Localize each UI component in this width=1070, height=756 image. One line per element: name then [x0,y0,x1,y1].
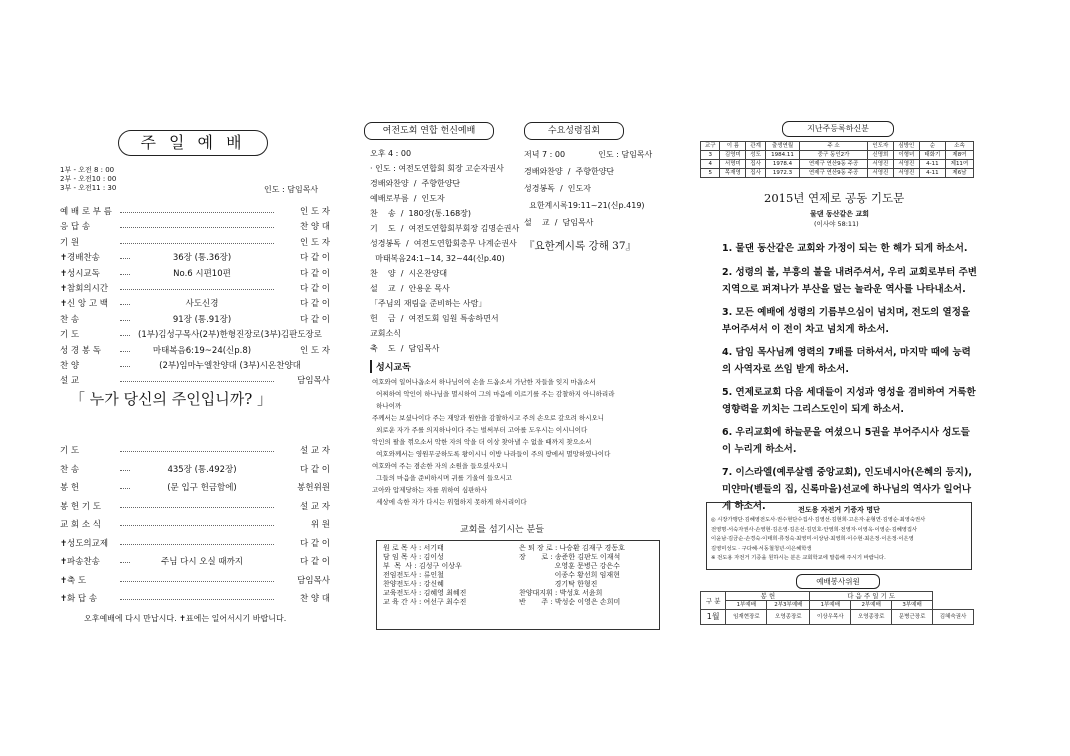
cross-icon: ✝ [60,268,68,279]
women-line: 설 교 / 안용운 목사 [370,284,450,293]
order-detail: (2부)임마누엘찬양대 (3부)시온찬양대 [130,359,330,373]
reading-line: 세상에 속한 자가 다시는 위협하지 못하게 하시리이다 [372,498,527,506]
cross-icon: ✝ [60,299,68,310]
order-row [60,359,330,373]
order-detail: No.6 시편10편 [130,267,274,281]
order-person: 다 같 이 [299,314,330,325]
table-header: 이 름 [720,142,746,151]
table-header: 인도자 [867,142,893,151]
table-cell: 서명미 [720,160,746,169]
order-row [60,555,330,569]
order-person: 인 도 자 [299,345,330,356]
table-cell: 1978.4 [765,160,799,169]
order-row [60,500,330,514]
prayer-item: 5. 연제로교회 다음 세대들이 지성과 영성을 겸비하여 거룩한 영향력을 끼치는 그리스도인이 되게 하소서. [722,387,976,415]
servant-line: 원 로 목 사 : 서기태 [383,544,444,552]
reading-line: 고아와 압제당하는 자를 위하여 심판하사 [372,486,488,494]
order-label: 신 앙 고 백 [67,299,108,310]
order-detail: 36장 (통.36장) [130,251,274,265]
wed-line: 요한계시록19:11~21(신p.419) [524,201,645,210]
order-person: 찬 양 대 [299,222,330,233]
table-header: 심방인 [893,142,919,151]
order-row [60,313,330,327]
order-row [60,374,330,388]
order-detail: (1부)김성구목사(2부)한형진장로(3부)김판도장로 [130,328,330,342]
women-line: 찬 송 / 180장(통.168장) [370,209,472,218]
donor-line: 전영명·서숙자권사·손영현·김은영·김은선·김민호·안영희·전영자·이영옥·이영순·김혜영집사 [711,526,918,533]
order-person: 다 같 이 [299,268,330,279]
order-detail: 435장 (통.492장) [130,463,274,477]
table-cell: 태화기 [919,151,945,160]
reading-line: 여호와여 일어나옵소서 하나님이여 손을 드옵소서 가난한 자들을 잊지 마옵소서 [372,378,596,386]
order-person: 다 같 이 [299,538,330,549]
duty-table [700,591,974,625]
table-cell: 목재영 [720,169,746,178]
women-line: 기 도 / 여전도연합회부회장 김명순권사 [370,224,520,233]
wed-service-title: 수요성령집회 [524,122,624,140]
table-cell: 1972.3 [765,169,799,178]
prayer-sub1: 물댄 동산같은 교회 [810,210,869,218]
duty-value: 오영종장로 [767,610,810,625]
prayer-item: 6. 우리교회에 하늘문을 여셨으니 5권을 부어주시사 성도들이 누리게 하소서. [722,427,970,455]
order-person: 인 도 자 [299,237,330,248]
servant-line: 은 퇴 장 로 : 나승환 김재구 경동호 [519,544,625,552]
order-label: 찬 송 [60,464,80,475]
servant-line: 부 목 사 : 김성구 이상우 [383,562,462,570]
wed-line: 설 교 / 담임목사 [524,218,594,227]
order-label: 찬 송 [60,314,80,325]
reading-line: 하나이까 [372,402,402,410]
servant-line: 이종수 황선희 임재현 [519,571,620,579]
table-cell: 4 [701,160,720,169]
women-service-title: 여전도회 연합 헌신예배 [364,122,494,140]
prayer-title: 2015년 연제로 공동 기도문 [764,191,905,205]
order-row [60,537,330,551]
new-members-title: 지난주등록하신분 [782,121,894,137]
order-detail: (문 입구 헌금함에) [130,481,274,495]
order-label: 예 배 로 부 름 [60,207,112,217]
table-cell: 4-11 [919,169,945,178]
servant-line: 경기탁 한형진 [519,580,598,588]
order-label: 찬 양 [60,361,80,371]
duty-month: 1월 [701,610,726,625]
order-row [60,251,330,265]
order-person: 찬 양 대 [299,594,330,604]
order-label: 봉 헌 기 도 [60,501,101,512]
order-row [60,236,330,250]
duty-value: 이상우목사 [810,610,851,625]
wed-service-lines [524,146,664,231]
order-label: 설 교 [60,376,80,387]
duty-value: 김혜숙권사 [933,610,974,625]
reading-line: 외로운 자가 주를 의지하나이다 주는 벌써부터 고아를 도우시는 이시니이다 [372,426,588,434]
order-row [60,463,330,477]
order-person: 다 같 이 [299,284,330,294]
reading-line: 여호와께서는 영원무궁하도록 왕이시니 이방 나라들이 주의 땅에서 멸망하였나이다 [372,450,611,458]
servants-right [519,544,625,607]
servant-line: 담 임 목 사 : 김이성 [383,553,444,561]
order-person: 담임목사 [297,376,330,387]
reading-lines [372,376,662,508]
reading-line: 어찌하여 악인이 하나님을 멸시하여 그의 마음에 이르기를 주는 감찰하지 아니하리라 [372,390,615,398]
order-label: 교 회 소 식 [60,520,101,530]
order-person: 다 같 이 [299,299,330,310]
women-line: 오후 4 : 00 [370,149,412,158]
order-person: 다 같 이 [299,464,330,475]
order-label: 화 답 송 [67,594,98,604]
order-row [60,592,330,606]
order-detail: 마태복음6:19~24(신p.8) [130,344,274,358]
order-row [60,205,330,219]
duty-value: 문병근장로 [892,610,933,625]
reading-title: 성시교독 [370,360,411,373]
duty-title: 예배봉사위원 [796,574,880,589]
prayer-sub2: (이사야 58:11) [814,220,859,228]
table-header: 주 소 [800,142,868,151]
table-cell: 3 [701,151,720,160]
order-row [60,518,330,532]
table-cell: 이형녀 [893,151,919,160]
duty-sub-header: 2부예배 [851,601,892,610]
table-header: 관계 [746,142,765,151]
reading-line: 주께서는 보셨나이다 주는 재앙과 원한을 감찰하시고 주의 손으로 갚으려 하시오니 [372,414,605,422]
table-cell: 연제구 연산9동 주공 [800,169,868,178]
order-row [60,282,330,296]
prayer-item: 7. 이스라엘(예루살렘 중앙교회), 인도네시아(은혜의 등지), 미얀마(벧들의 집, 신록마을)선교에 하나님의 역사가 일어나게 하소서. [722,467,972,512]
women-line: 헌 금 / 여전도회 임원 특송하면서 [370,314,499,323]
order-label: 기 원 [60,237,80,248]
table-cell: 제6남 [945,169,973,178]
donor-box [706,502,972,570]
servants-left [383,544,466,607]
order-label: 기 도 [60,330,80,341]
order-label: 축 도 [67,575,87,586]
table-header: 교구 [701,142,720,151]
reading-line: 그들의 마음을 준비하시며 귀를 기울여 들으시고 [372,474,513,482]
donor-lines [711,516,969,564]
order-label: 파송찬송 [67,557,100,567]
duty-sub-header: 1부예배 [810,601,851,610]
table-cell: 제8여 [945,151,973,160]
cross-icon: ✝ [60,575,68,586]
cross-icon: ✝ [60,594,68,604]
order-row [60,344,330,358]
table-cell: 4-11 [919,160,945,169]
table-cell: 서영진 [893,160,919,169]
duty-sub-header: 2부3부예배 [767,601,810,610]
servant-line: 오영훈 문병근 강은수 [519,562,620,570]
left-footnote: 오후예배에 다시 만납시다. ✝표에는 일어서시기 바랍니다. [84,614,287,623]
order-label: 성 경 봉 독 [60,345,101,356]
women-line: 성경봉독 / 여전도연합회총무 나계순권사 [370,239,517,248]
women-line: 「주님의 재림을 준비하는 사람」 [370,299,487,308]
table-cell: 서영진 [893,169,919,178]
table-cell: 집사 [746,160,765,169]
order-detail: 사도신경 [130,297,274,311]
donor-line: ◎ 시장가맹단·김혜영전도사·권수현단수집사·김영선·김현희·고은자·윤형연·김영순·최영숙권사 [711,517,926,523]
table-row [701,169,974,178]
order-person: 다 같 이 [299,253,330,264]
women-line: · 인도 : 여전도연합회 회장 고순자권사 [370,164,504,173]
wed-line: 경배와찬양 / 주향한양단 [524,167,615,176]
sermon-title: 「 누가 당신의 주인입니까? 」 [70,390,273,408]
duty-sub-header: 1부예배 [726,601,767,610]
women-line: 축 도 / 담임목사 [370,344,440,353]
order-row [60,574,330,588]
duty-head-right: 다 음 주 일 기 도 [810,592,933,601]
cross-icon: ✝ [60,284,68,294]
table-cell: 성도 [746,151,765,160]
wed-sermon-series: 『요한계시록 강해 37』 [524,240,637,252]
wed-line: 저녁 7 : 00 인도 : 담임목사 [524,150,653,159]
main-service-title: 주 일 예 배 [118,130,268,156]
duty-head-mid: 봉 헌 [726,592,810,601]
prayer-item: 2. 성령의 불, 부흥의 불을 내려주셔서, 우리 교회로부터 주변지역으로 퍼져나가 부산을 덮는 놀라운 역사를 나타내소서. [722,267,977,295]
service-leader: 인도 : 담임목사 [264,185,319,194]
table-header: 순 [919,142,945,151]
women-line: 마태복음24:1~14, 32~44(신p.40) [370,254,505,263]
order-row [60,220,330,234]
reading-line: 악인의 팔을 꺾으소서 악한 자의 악을 더 이상 찾아낼 수 없을 때까지 찾으소서 [372,438,592,446]
order-detail: 주님 다시 오실 때까지 [130,555,274,569]
women-line: 찬 양 / 시온찬양대 [370,269,448,278]
donor-line: 이윤남·김금순·손경숙·이태희·류정숙·최영미·이상남·최영희·이수현·최은정·이은정·이은영 [711,536,914,542]
order-person: 담임목사 [297,575,330,586]
order-row [60,297,330,311]
order-person: 다 같 이 [299,557,330,567]
women-line: 경배와찬양 / 주향한양단 [370,179,461,188]
cross-icon: ✝ [60,253,68,264]
women-line: 예배로부름 / 인도자 [370,194,445,203]
order-person: 설 교 자 [299,446,330,456]
donor-title: 전도용 자전거 기증자 명단 [798,506,880,514]
order-row [60,481,330,495]
prayer-item: 1. 물댄 동산같은 교회와 가정이 되는 한 해가 되게 하소서. [722,243,968,254]
service-times: 1부 - 오전 8 : 00 2부 - 오전10 : 00 3부 - 오전11 : 30 [60,166,117,192]
order-row [60,328,330,342]
table-cell: 서영진 [867,169,893,178]
cross-icon: ✝ [60,538,68,549]
prayer-item: 3. 모든 예배에 성령의 기름부으심이 넘치며, 전도의 열정을 부어주셔서 이 전이 차고 넘치게 하소서. [722,307,971,335]
order-person: 인 도 자 [299,207,330,217]
table-cell: 1984.11 [765,151,799,160]
table-cell: 신명희 [867,151,893,160]
table-row [701,151,974,160]
table-cell: 집사 [746,169,765,178]
servants-title: 교회를 섬기시는 분들 [460,525,544,535]
table-header: 출생연월 [765,142,799,151]
servant-line: 찬양전도사 : 강신혜 [383,580,444,588]
order-label: 응 답 송 [60,222,91,233]
order-detail: 91장 (통.91장) [130,313,274,327]
order-row [60,444,330,458]
table-cell: 중구 동인2가 [800,151,868,160]
duty-sub-header: 3부예배 [892,601,933,610]
duty-head-left: 구 분 [701,592,726,610]
table-cell: 서영진 [867,160,893,169]
table-cell: 5 [701,169,720,178]
order-person: 위 원 [310,520,330,530]
table-cell: 연제구 연산9동 주공 [800,160,868,169]
order-person: 봉헌위원 [297,483,330,493]
duty-value: 오영종장로 [851,610,892,625]
servant-line: 장 로 : 송준한 김판도 이재석 [519,553,621,561]
order-label: 성시교독 [67,268,100,279]
table-row [701,160,974,169]
servant-line: 교육전도사 : 김혜영 최혜진 [383,589,467,597]
donor-line: ※ 전도용 자전거 기증을 원하시는 분은 교회학교에 말씀해 주시기 바랍니다. [711,555,886,561]
table-header: 소속 [945,142,973,151]
new-members-table [700,141,974,178]
order-label: 참회의시간 [67,284,109,294]
servant-line: 교 육 간 사 : 여선구 최수진 [383,598,467,606]
table-cell: 제11여 [945,160,973,169]
wed-line: 성경봉독 / 인도자 [524,184,591,193]
servant-line: 전임전도사 : 류인철 [383,571,444,579]
duty-value: 임재현장로 [726,610,767,625]
order-label: 기 도 [60,446,80,456]
order-row [60,267,330,281]
prayer-item: 4. 담임 목사님께 영력의 7배를 더하셔서, 마지막 때에 능력의 사역자로 쓰임 받게 하소서. [722,347,971,375]
reading-line: 여호와여 주는 겸손한 자의 소원을 들으셨사오니 [372,462,508,470]
servant-line: 찬양대지휘 : 박성호 서윤희 [519,589,603,597]
order-label: 경배찬송 [67,253,100,264]
women-service-lines [370,146,520,356]
order-label: 성도의교제 [67,538,109,549]
order-person: 설 교 자 [299,501,330,512]
table-cell: 김영미 [720,151,746,160]
servants-box [376,540,660,630]
women-line: 교회소식 [370,329,401,338]
cross-icon: ✝ [60,557,68,567]
servant-line: 반 주 : 박성순 이영은 손희미 [519,598,621,606]
order-label: 봉 헌 [60,483,80,493]
donor-line: 김영미성도 · 구다혜·서동철청년·이은혜학생 [711,545,812,552]
